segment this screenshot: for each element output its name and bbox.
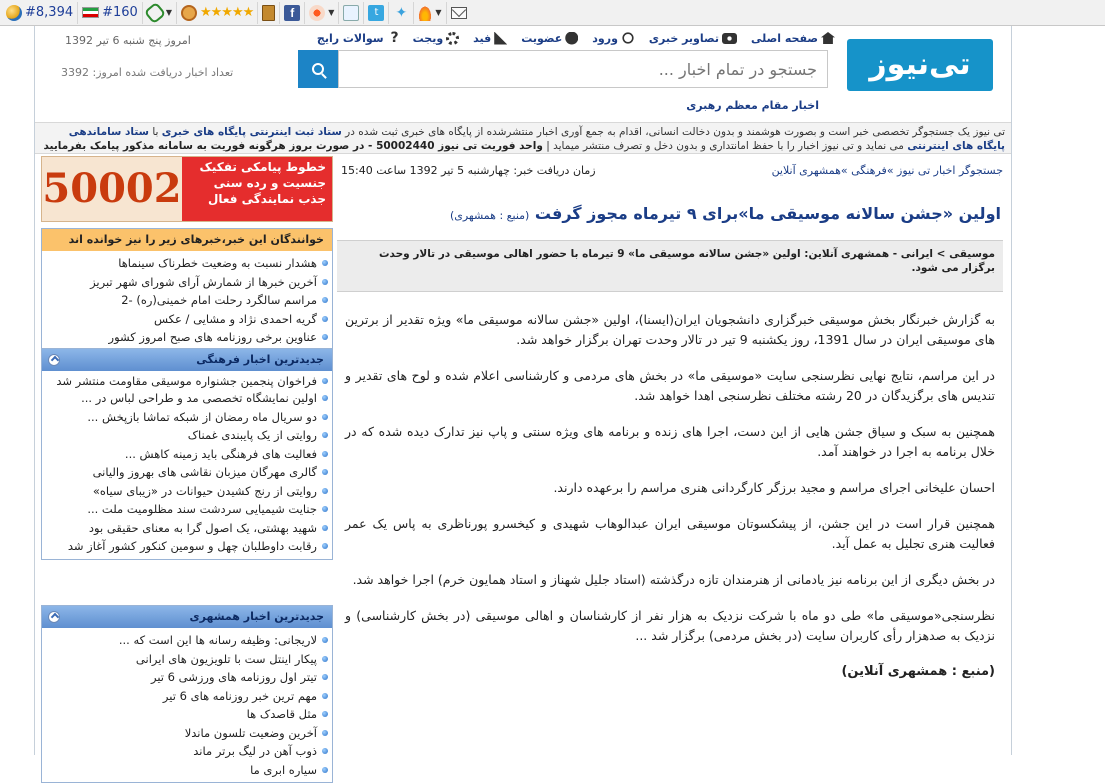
cultural-news-list — [42, 371, 332, 559]
gear-icon — [446, 32, 459, 45]
nav-register-label: عضویت — [521, 31, 563, 45]
article-title — [450, 204, 1001, 223]
iran-flag-icon — [82, 7, 99, 18]
top-nav — [317, 31, 835, 45]
hamshahri-news-header — [42, 606, 332, 628]
article — [335, 160, 1003, 755]
site-logo[interactable]: تی‌نیوز — [847, 39, 993, 91]
search-icon — [312, 63, 324, 75]
list-item[interactable]: شهید بهشتی، یک اصول گرا به معنای حقیقی بود — [50, 519, 328, 538]
article-summary: موسیقی > ایرانی - همشهری آنلاین: اولین «جشن سالانه موسیقی ما» 9 تیرماه با حضور اهالی موسیقی در تالار وحدت برگزار می شود. — [337, 240, 1003, 292]
article-title-text: اولین «جشن سالانه موسیقی ما»برای ۹ تیرماه مجوز گرفت — [534, 204, 1001, 223]
notice-emergency: واحد فوریت تی نیوز 50002440 - در صورت بروز هرگونه فوریت به سامانه مذکور پیامک بفرمایید — [43, 140, 543, 152]
article-paragraph: در بخش دیگری از این برنامه نیز یادمانی از هنرمندان تازه درگذشته (استاد جلیل شهناز و استاد همایون خرم) اجرا خواهد شد. — [352, 572, 995, 587]
list-item[interactable]: مهم ترین خبر روزنامه های 6 تیر — [50, 687, 328, 706]
nav-feed[interactable] — [473, 32, 507, 45]
facebook-icon: f — [284, 5, 300, 21]
also-read-list — [42, 251, 332, 350]
hamshahri-news-list — [42, 628, 332, 782]
ad-text: خطوط پیامکی تفکیک جنسیت و رده سنی جذب نمایندگی فعال — [182, 157, 332, 221]
rating-group[interactable] — [177, 2, 258, 24]
chevron-down-icon: ▼ — [328, 8, 335, 17]
article-paragraph: در این مراسم، نتایج نهایی نظرسنجی سایت «موسیقی ما» در بخش های مردمی و کارشناسی اعلام شده و لوح های تقدیر و تندیس های برگزیدگان در 20 رشته مختلف نظرسنجی اهدا خواهد شد. — [345, 368, 995, 403]
user-icon — [565, 32, 578, 45]
nav-home[interactable] — [751, 32, 835, 45]
article-paragraph: احسان علیخانی اجرای مراسم و مجید برزگر کارگردانی هنری مراسم را برعهده دارند. — [553, 480, 995, 495]
list-item[interactable]: لاریجانی: وظیفه رسانه ها این است که ... — [50, 631, 328, 650]
list-item[interactable]: تیتر اول روزنامه های ورزشی 6 تیر — [50, 668, 328, 687]
collapse-icon[interactable] — [48, 611, 60, 623]
fire-button[interactable] — [414, 2, 446, 24]
nav-home-label: صفحه اصلی — [751, 31, 818, 45]
left-column — [38, 156, 333, 777]
search-input[interactable] — [338, 50, 828, 88]
list-item[interactable]: فعالیت های فرهنگی باید زمینه کاهش ... — [50, 445, 328, 464]
country-rank-group[interactable] — [78, 2, 143, 24]
today-date: امروز پنج شنبه 6 تیر 1392 — [65, 34, 191, 47]
link-icon — [144, 1, 167, 24]
article-paragraph: همچنین قرار است در این جشن، از پیشکسوتان موسیقی ایران عبدالوهاب شهیدی و کیخسرو پورناظری به پاس یک عمر فعالیت هنری تجلیل به عمل آید. — [345, 516, 995, 551]
list-item[interactable]: روایتی از رنج کشیدن حیوانات در «زیبای سیاه» — [50, 482, 328, 501]
links-button[interactable] — [143, 2, 177, 24]
article-source: (منبع : همشهری آنلاین) — [841, 664, 995, 679]
search-bar — [298, 50, 828, 88]
list-item[interactable]: گریه احمدی نژاد و مشایی / عکس — [50, 310, 328, 329]
sparkle-button[interactable] — [389, 2, 414, 24]
nav-photos-label: تصاویر خبری — [648, 31, 719, 45]
leader-news-link[interactable]: اخبار مقام معظم رهبری — [686, 99, 819, 112]
key-icon — [622, 32, 633, 43]
article-paragraph: نظرسنجی«موسیقی ما» طی دو ماه با شرکت نزدیک به هزار نفر از کارشناسان و اهالی موسیقی (در بخش کارشناسی) و نزدیک به صدهزار رأی کاربران سایت (در بخش مردمی) برگزار شد ... — [345, 608, 995, 643]
nav-photos[interactable] — [649, 32, 737, 45]
list-item[interactable]: گالری مهرگان میزبان نقاشی های بهروز والیانی — [50, 463, 328, 482]
list-item[interactable]: رقابت داوطلبان چهل و سومین کنکور کشور آغاز شد — [50, 537, 328, 556]
collapse-icon[interactable] — [48, 354, 60, 366]
hamshahri-news-box — [41, 605, 333, 783]
nav-register[interactable] — [521, 32, 578, 45]
cultural-news-header — [42, 349, 332, 371]
nav-faq-label: سوالات رایج — [316, 31, 384, 45]
notice-link-registry[interactable]: ستاد ثبت اینترنتی پایگاه های خبری — [161, 126, 342, 138]
site-notice — [35, 122, 1011, 154]
nav-widget[interactable] — [413, 32, 460, 45]
cultural-news-title: جدیدترین اخبار فرهنگی — [196, 353, 324, 366]
list-item[interactable]: مراسم سالگرد رحلت امام خمینی(ره) -2 — [50, 291, 328, 310]
list-item[interactable]: هشدار نسبت به وضعیت خطرناک سینماها — [50, 254, 328, 273]
sms-ad-banner[interactable] — [41, 156, 333, 222]
facebook-button[interactable] — [280, 2, 305, 24]
bookmark-button[interactable] — [258, 2, 280, 24]
tools-button[interactable] — [305, 2, 339, 24]
list-item[interactable]: آخرین وضعیت تلسون ماندلا — [50, 724, 328, 743]
list-item[interactable]: پیکار اینتل ست با تلویزیون های ایرانی — [50, 650, 328, 669]
country-rank: #160 — [102, 5, 138, 20]
list-item[interactable]: سیاره ابری ما — [50, 761, 328, 780]
nav-feed-label: فید — [473, 31, 492, 45]
nav-faq[interactable] — [317, 31, 399, 45]
list-item[interactable]: عناوین برخی روزنامه های صبح امروز کشور — [50, 328, 328, 347]
alexa-rank-group[interactable] — [2, 2, 78, 24]
list-item[interactable]: دو سریال ماه رمضان از شبکه تماشا بازپخش ... — [50, 408, 328, 427]
hamshahri-news-title: جدیدترین اخبار همشهری — [189, 610, 324, 623]
nav-login-label: ورود — [592, 31, 618, 45]
site-header — [35, 26, 1011, 118]
global-rank: #8,394 — [25, 5, 74, 20]
list-item[interactable]: اولین نمایشگاه تخصصی مد و طراحی لباس در ... — [50, 389, 328, 408]
notice-text-1: تی نیوز یک جستجوگر تخصصی خبر است و بصورت هوشمند و بدون دخالت انسانی، اقدام به جمع آوری اخبار منتشرشده از پایگاه های خبری ثبت شده در — [345, 126, 1005, 138]
article-paragraph: به گزارش خبرنگار بخش موسیقی خبرگزاری دانشجویان ایران(ایسنا)، اولین «جشن سالانه موسیقی ما» ویژه تقدیر از برترین های موسیقی ایران در سال 1391، روز یکشنبه 9 تیر در تالار وحدت تهران برگزار خواهد شد. — [345, 312, 995, 347]
book-icon — [262, 5, 275, 21]
browser-toolbar — [0, 0, 1105, 26]
globe-icon — [6, 5, 22, 21]
list-item[interactable]: مثل قاصدک ها — [50, 705, 328, 724]
list-item[interactable]: روایتی از یک پایبندی غمناک — [50, 426, 328, 445]
twitter-icon: t — [368, 5, 384, 21]
notice-text-3: می نماید و تی نیوز اخبار را با حفظ امانتداری و بدون دخل و تصرف منتشر میماید | — [546, 140, 904, 152]
list-item[interactable]: آخرین خبرها از شمارش آرای شورای شهر تبریز — [50, 273, 328, 292]
site-container — [34, 26, 1012, 777]
nav-login[interactable] — [592, 31, 635, 45]
twitter-button[interactable] — [364, 2, 389, 24]
article-paragraph: همچنین به سبک و سیاق جشن هایی از این دست، اجرا های زنده و برنامه های ویژه سنتی و پاپ نیز تدارک دیده شده که در خلال برنامه به اجرا در خواهند آمد. — [345, 424, 995, 459]
fire-icon — [418, 5, 432, 21]
nav-widget-label: ویجت — [412, 31, 444, 45]
mail-icon — [451, 7, 467, 19]
list-item[interactable]: جنایت شیمیایی سردشت سند مظلومیت ملت ... — [50, 500, 328, 519]
chevron-down-icon: ▼ — [165, 8, 172, 17]
medal-icon — [181, 5, 197, 21]
rating-stars: ★★★★★ — [199, 5, 254, 20]
received-time: زمان دریافت خبر: چهارشنبه 5 تیر 1392 ساعت 15:40 — [341, 164, 596, 177]
share-button[interactable] — [339, 2, 364, 24]
magic-wand-icon — [309, 5, 325, 21]
also-read-title: خوانندگان این خبر،خبرهای زیر را نیز خوانده اند — [42, 229, 332, 251]
list-item[interactable]: فراخوان پنجمین جشنواره موسیقی مقاومت منتشر شد — [50, 374, 328, 389]
search-button[interactable] — [298, 50, 338, 88]
page-icon — [343, 5, 359, 21]
home-icon — [821, 32, 835, 44]
chevron-down-icon: ▼ — [435, 8, 442, 17]
breadcrumb[interactable]: جستجوگر اخبار تی نیوز »فرهنگی »همشهری آنلاین — [771, 164, 1003, 177]
notice-link-organizing[interactable]: ستاد ساماندهی پایگاه های اینترنتی — [68, 126, 1005, 152]
cultural-news-box — [41, 348, 333, 560]
also-read-box — [41, 228, 333, 351]
rss-icon — [494, 32, 507, 45]
article-body — [345, 310, 995, 682]
question-icon: ? — [390, 30, 399, 46]
sparkle-icon: ✦ — [395, 4, 408, 21]
ad-number: 50002 — [42, 165, 182, 212]
mail-button[interactable] — [447, 2, 471, 24]
notice-text-2: با — [152, 126, 159, 138]
list-item[interactable]: ذوب آهن در لیگ برتر ماند — [50, 742, 328, 761]
camera-icon — [722, 33, 737, 44]
article-title-source: (منبع : همشهری) — [449, 209, 530, 222]
today-news-count: تعداد اخبار دریافت شده امروز: 3392 — [61, 66, 234, 79]
